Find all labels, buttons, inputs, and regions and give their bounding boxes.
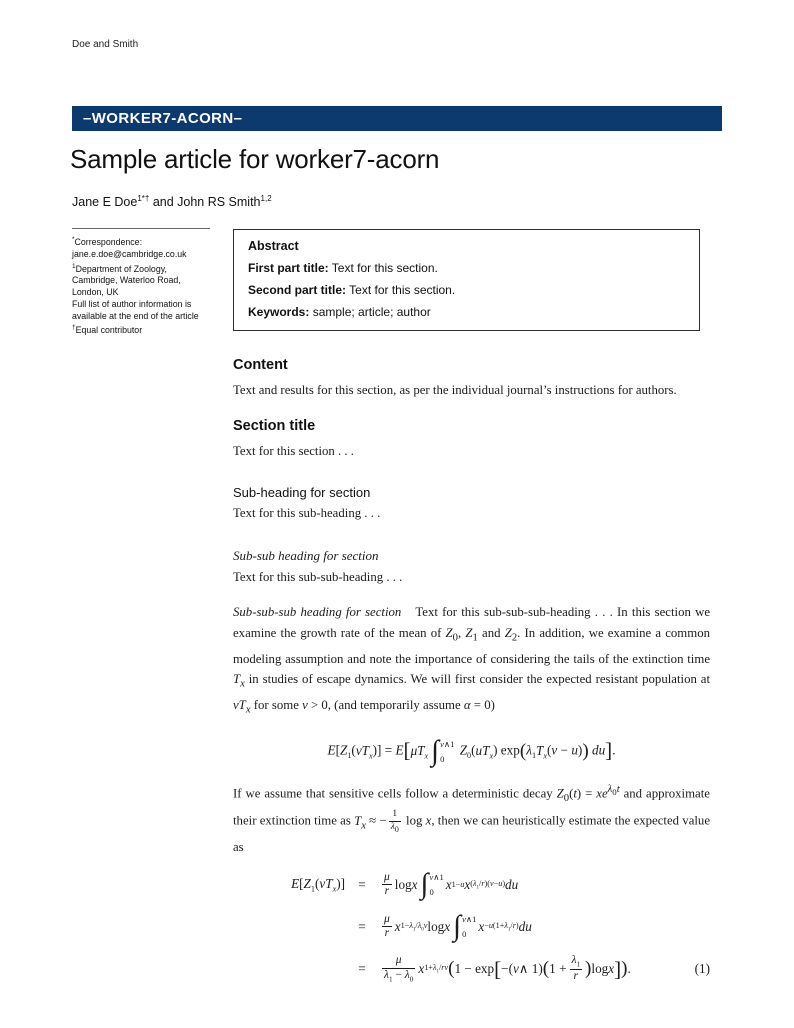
equals-sign: = xyxy=(358,918,366,934)
abstract-item-text: Text for this section. xyxy=(349,283,456,297)
abstract-box xyxy=(233,229,700,331)
equals-sign: = xyxy=(358,961,366,977)
journal-banner xyxy=(72,106,722,131)
abstract-item-label: Keywords: xyxy=(248,305,310,319)
margin-note-email: jane.e.doe@cambridge.co.uk xyxy=(72,248,187,259)
subsection-heading: Sub-heading for section xyxy=(233,485,371,500)
running-head: Doe and Smith xyxy=(72,39,139,50)
journal-banner-label: –WORKER7-ACORN– xyxy=(83,110,243,127)
section-text: Text for this section . . . xyxy=(233,443,355,458)
margin-note-affiliation-line1: $^1$Department of Zoology, xyxy=(72,262,167,274)
main-column xyxy=(233,357,710,997)
abstract-item-label: First part title: xyxy=(248,261,329,275)
margin-notes xyxy=(72,228,210,337)
subsubsub-paragraph-text: Text for this sub-sub-sub-heading . . . In this section we examine the growth rate of the mean of $Z_0$, $Z_1$ and $Z_2$. In addition, we examine a common modeling assumption and note the importance of considering the tails of the extinction time $T_x$ in studies of escape dynamics. We will first consider the expected resistant population at $vT_x$ for some v > 0, (and temporarily assume α = 0) xyxy=(233,605,711,716)
abstract-item-second-part xyxy=(248,283,685,297)
margin-note-equal-contributor: †Equal contributor xyxy=(72,324,143,336)
equation-line-2 xyxy=(233,912,710,941)
equation-rhs-3: $\frac{\mu}{\lambda_1 - \lambda_0}$ x $1+\lambda_1/rv$ ( 1 − exp [ −( v ∧ 1) ( 1 + $\frac{\lambda_1}{r}$ ) log x ] ) . xyxy=(384,954,631,984)
margin-note-fullinfo-line2: available at the end of the article xyxy=(72,310,199,321)
margin-note-affiliation-line3: London, UK xyxy=(72,287,119,298)
after-equation-paragraph: If we assume that sensitive cells follow a deterministic decay $Z_0(t) = xe^{\lambda_0t}$ and approximate their extinction time as $T_x$ ≈ − $\frac{1}{\lambda_0}$ log x, then we can heuristically estimate the expected value as xyxy=(233,784,711,854)
subsubsection-heading: Sub-sub heading for section xyxy=(233,547,379,563)
abstract-item-label: Second part title: xyxy=(248,283,347,297)
subsubsection-text: Text for this sub-sub-heading . . . xyxy=(233,569,403,584)
margin-note-correspondence-label: *Correspondence: xyxy=(72,236,143,247)
abstract-item-text: Text for this section. xyxy=(331,261,438,275)
content-paragraph: Text and results for this section, as per the individual journal’s instructions for authors. xyxy=(233,383,677,397)
subsubsub-heading: Sub-sub-sub heading for section xyxy=(233,605,402,619)
equation-line-1 xyxy=(233,870,710,899)
margin-note-affiliation-line2: Cambridge, Waterloo Road, xyxy=(72,275,181,286)
subsubsub-paragraph xyxy=(233,602,710,721)
subsection-text: Text for this sub-heading . . . xyxy=(233,506,381,520)
article-title: Sample article for worker7-acorn xyxy=(70,144,440,174)
abstract-item-text: sample; article; author xyxy=(312,305,431,319)
abstract-item-keywords xyxy=(248,305,685,319)
equation-number: (1) xyxy=(694,961,710,977)
equation-rhs-1: $\frac{\mu}{r}$ log x ∫ v∧1 0 x 1−u x $(\lambda_1/r)(v-u)$ du xyxy=(384,868,519,901)
abstract-heading: Abstract xyxy=(248,239,299,253)
equals-sign: = xyxy=(358,876,366,892)
margin-note-fullinfo-line1: Full list of author information is xyxy=(72,298,192,309)
equation-lhs: $E[Z_1(vT_x)]$ xyxy=(291,876,345,894)
equation-rhs-2: $\frac{\mu}{r}$ x $1-\lambda_1/\lambda_0v$ log x ∫ v∧1 0 x $-u(1+\lambda_1/r)$ du xyxy=(384,910,532,943)
equation-line-3 xyxy=(233,954,710,984)
section-heading: Section title xyxy=(233,417,316,434)
display-equation: $E[Z_1(vT_x)] = E[\mu T_x$ ∫ v∧1 0 $Z_0(uT_x) \exp(\lambda_1T_x(v - u))$ du]. xyxy=(327,735,616,768)
content-heading: Content xyxy=(233,357,288,373)
abstract-item-first-part xyxy=(248,261,685,275)
authors-line: Jane E Doe$^{1*\dagger}$ and John RS Smith$^{1,2}$ xyxy=(72,194,272,210)
aligned-equation xyxy=(233,870,710,984)
